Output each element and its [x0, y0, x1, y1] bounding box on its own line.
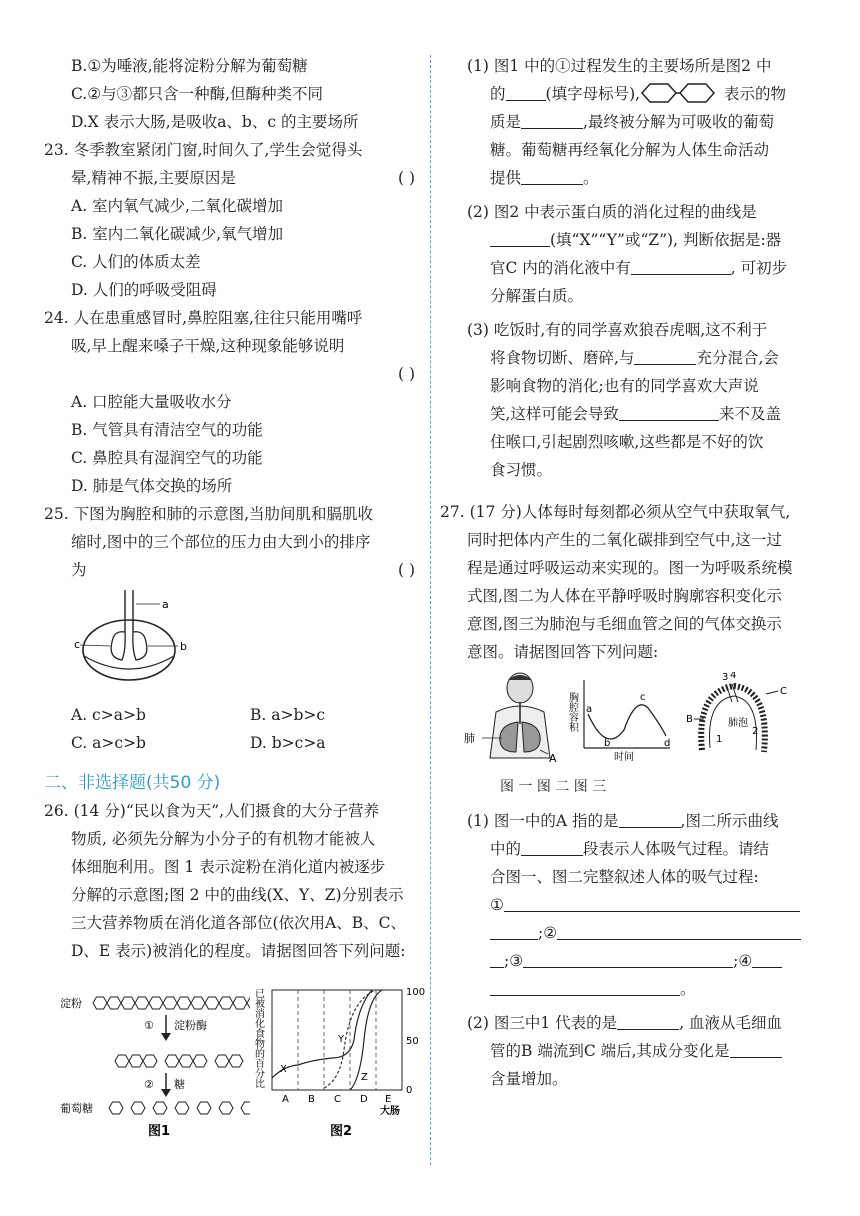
q27-stem: 程是通过呼吸运动来实现的。图一为呼吸系统模: [467, 559, 793, 577]
svg-text:B: B: [308, 1094, 315, 1105]
starch-label: 淀粉: [60, 997, 82, 1010]
hexagon-unit-icon: [233, 997, 247, 1009]
q26-3-line: 住喉口,引起剧烈咳嗽,这些都是不好的饮: [490, 433, 764, 451]
hexagon-unit-icon: [219, 1102, 233, 1114]
q26-2-line: (2) 图2 中表示蛋白质的消化过程的曲线是: [467, 203, 757, 221]
q26-2-line: 官C 内的消化液中有 , 可初步: [490, 259, 788, 277]
q27-1-line: 合图一、图二完整叙述人体的吸气过程:: [490, 868, 759, 886]
alveolus-label: 肺泡: [728, 718, 748, 729]
q24-stem-2: 吸,早上醒来嗓子干燥,这种现象能够说明: [71, 337, 345, 355]
svg-text:A: A: [282, 1094, 289, 1105]
hexagon-unit-icon: [121, 997, 135, 1009]
svg-text:时间: 时间: [614, 752, 634, 763]
q26-1-line: 质是 ,最终被分解为可吸收的葡萄: [490, 113, 774, 131]
digestion-curve-figure: [252, 980, 442, 1145]
respiration-figures: [464, 672, 824, 764]
q27-stem: 同时把体内产生的二氧化碳排到空气中,这一过: [467, 531, 782, 549]
fig2-caption: 图2: [330, 1124, 353, 1139]
respiratory-system-figure: [464, 673, 557, 764]
q26-3-line: (3) 吃饭时,有的同学喜欢狼吞虎咽,这不利于: [467, 321, 768, 339]
starch-digestion-figure: [60, 985, 250, 1140]
sugar-label: 糖: [174, 1078, 185, 1091]
svg-text:100: 100: [406, 987, 426, 998]
q25-option: D. b>c>a: [250, 734, 326, 752]
q25-stem-3: 为 ( ): [44, 556, 429, 584]
glucose-label: 葡萄糖: [60, 1102, 93, 1115]
svg-text:0: 0: [406, 1085, 413, 1096]
q26-stem: 三大营养物质在消化道各部位(依次用A、B、C、: [71, 914, 406, 932]
q24-option: A. 口腔能大量吸收水分: [71, 393, 232, 411]
hexagon-unit-icon: [177, 997, 191, 1009]
q23-option: B. 室内二氧化碳减少,氧气增加: [71, 225, 284, 243]
hexagon-unit-icon: [229, 1055, 243, 1067]
svg-text:b: b: [604, 738, 611, 749]
q26-stem: 26. (14 分)“民以食为天”,人们摄食的大分子营养: [44, 802, 380, 820]
svg-text:4: 4: [730, 672, 737, 681]
answer-blank[interactable]: [521, 112, 583, 129]
answer-blank[interactable]: [617, 1013, 679, 1030]
hexagon-unit-icon: [115, 1055, 129, 1067]
q27-1-line: 。: [440, 975, 825, 1003]
left-column: [44, 52, 429, 965]
q26-stem: D、E 表示)被消化的程度。请据图回答下列问题:: [71, 942, 406, 960]
hexagon-unit-icon: [107, 997, 121, 1009]
svg-text:D: D: [360, 1094, 368, 1105]
fig1-caption: 图1: [148, 1124, 171, 1139]
q25-options-row-2: [44, 729, 429, 757]
hexagon-unit-icon: [163, 997, 177, 1009]
answer-paren: ( ): [397, 561, 415, 579]
svg-text:②: ②: [144, 1078, 154, 1091]
q27-1-line: ;②: [440, 919, 825, 947]
q25-option: A. c>a>b: [71, 706, 146, 724]
q27-stem: 27. (17 分)人体每时每刻都必须从空气中获取氧气,: [440, 503, 791, 521]
hexagon-unit-icon: [197, 1102, 211, 1114]
svg-text:大肠: 大肠: [380, 1106, 400, 1117]
q27-1-line: 中的 段表示人体吸气过程。请结: [490, 840, 770, 858]
q23-option: A. 室内氧气减少,二氧化碳增加: [71, 197, 283, 215]
q24-option: B. 气管具有清洁空气的功能: [71, 421, 263, 439]
label-c: c: [74, 638, 81, 651]
q27-2-line: (2) 图三中1 代表的是 , 血液从毛细血: [467, 1014, 783, 1032]
q26-2-line: (填“X”“Y”或“Z”), 判断依据是:器: [440, 226, 825, 254]
curve-label-z: Z: [361, 1072, 368, 1083]
q25-stem-2: 缩时,图中的三个部位的压力由大到小的排序: [71, 533, 371, 551]
q27-1-line: (1) 图一中的A 指的是 ,图二所示曲线: [467, 812, 779, 830]
svg-text:3: 3: [722, 672, 729, 683]
hexagon-unit-icon: [165, 1055, 179, 1067]
q23-option: D. 人们的呼吸受阻碍: [71, 281, 217, 299]
label-b: b: [180, 640, 187, 653]
answer-blank[interactable]: [752, 951, 782, 968]
svg-text:C: C: [334, 1094, 341, 1105]
answer-paren: ( ): [397, 365, 415, 383]
answer-blank[interactable]: [490, 230, 550, 247]
hexagon-unit-icon: [131, 1102, 145, 1114]
q26-1-line: (1) 图1 中的①过程发生的主要场所是图2 中: [467, 57, 772, 75]
q27-stem: 式图,图二为人体在平静呼吸时胸廓容积变化示: [467, 587, 782, 605]
svg-text:E: E: [385, 1094, 392, 1105]
q23-stem: 23. 冬季教室紧闭门窗,时间久了,学生会觉得头: [44, 141, 363, 159]
q26-stem: 分解的示意图;图 2 中的曲线(X、Y、Z)分别表示: [71, 886, 404, 904]
svg-text:A: A: [549, 752, 557, 764]
hexagon-unit-icon: [205, 997, 219, 1009]
curve-label-x: X: [280, 1064, 287, 1075]
curve-x: [272, 990, 372, 1078]
lung-label: 肺: [464, 732, 475, 745]
thorax-lung-diagram: [74, 590, 194, 690]
svg-text:B: B: [686, 714, 693, 725]
svg-text:C: C: [780, 686, 787, 697]
q27-2-line: 含量增加。: [490, 1070, 568, 1088]
q27-1-line: ①: [440, 891, 825, 919]
thoracic-volume-figure: [567, 680, 671, 763]
svg-text:胸腔容积: 胸腔容积: [566, 692, 578, 732]
q24-stem: 24. 人在患重感冒时,鼻腔阻塞,往往只能用嘴呼: [44, 309, 363, 327]
q24-paren-line: [44, 360, 429, 388]
hexagon-unit-icon: [175, 1102, 189, 1114]
q23-stem-2: 晕,精神不振,主要原因是 ( ): [44, 164, 429, 192]
q22-option-d: D.X 表示大肠,是吸收a、b、c 的主要场所: [71, 113, 359, 131]
answer-blank[interactable]: [557, 923, 801, 940]
q25-options-row-1: [44, 701, 429, 729]
q26-1-line: 提供 。: [490, 169, 599, 187]
section-title: 二、非选择题(共50 分): [44, 773, 221, 793]
q24-option: D. 肺是气体交换的场所: [71, 477, 233, 495]
hexagon-unit-icon: [193, 1055, 207, 1067]
answer-blank[interactable]: [504, 895, 800, 912]
hexagon-unit-icon: [179, 1055, 193, 1067]
double-hexagon-icon: [640, 82, 724, 104]
answer-blank[interactable]: [521, 168, 583, 185]
hexagon-unit-icon: [191, 997, 205, 1009]
hexagon-unit-icon: [129, 1055, 143, 1067]
answer-blank[interactable]: [490, 923, 538, 940]
svg-text:①: ①: [144, 1019, 154, 1032]
q26-3-line: 食习惯。: [490, 461, 553, 479]
hexagon-unit-icon: [143, 1055, 157, 1067]
right-column: [440, 52, 825, 1093]
answer-blank[interactable]: [619, 404, 719, 421]
answer-blank[interactable]: [730, 1041, 782, 1058]
svg-text:2: 2: [752, 726, 759, 737]
answer-blank[interactable]: [631, 258, 731, 275]
q22-option-b: B.①为唾液,能将淀粉分解为葡萄糖: [71, 57, 308, 75]
fig2-ylabel: 已被消化食物的百分比: [252, 988, 264, 1088]
hexagon-unit-icon: [219, 997, 233, 1009]
q23-option: C. 人们的体质太差: [71, 253, 201, 271]
hexagon-unit-icon: [149, 997, 163, 1009]
q25-stem: 25. 下图为胸腔和肺的示意图,当肋间肌和膈肌收: [44, 505, 374, 523]
label-a: a: [162, 598, 169, 611]
alveolus-exchange-figure: [686, 672, 787, 752]
q27-1-line: ;③ ;④: [440, 947, 825, 975]
hexagon-unit-icon: [153, 1102, 167, 1114]
enzyme-label: 淀粉酶: [174, 1019, 207, 1032]
q26-1-line: 的 (填字母标号), 表示的物: [440, 80, 825, 108]
answer-paren: ( ): [397, 169, 415, 187]
q26-3-line: 将食物切断、磨碎,与 充分混合,会: [490, 349, 779, 367]
q26-2-line: 分解蛋白质。: [490, 287, 584, 305]
hexagon-unit-icon: [215, 1055, 229, 1067]
q26-stem: 体细胞利用。图 1 表示淀粉在消化道内被逐步: [71, 858, 386, 876]
hexagon-unit-icon: [247, 997, 250, 1009]
answer-blank[interactable]: [523, 951, 733, 968]
q27-fig-captions: 图 一 图 二 图 三: [500, 779, 607, 795]
hexagon-unit-icon: [109, 1102, 123, 1114]
answer-blank[interactable]: [490, 951, 504, 968]
answer-blank[interactable]: [490, 979, 680, 996]
svg-text:a: a: [586, 704, 593, 715]
answer-blank[interactable]: [634, 348, 696, 365]
hexagon-unit-icon: [241, 1102, 250, 1114]
q22-option-c: C.②与③都只含一种酶,但酶种类不同: [71, 85, 324, 103]
answer-blank[interactable]: [619, 811, 681, 828]
svg-text:50: 50: [406, 1036, 419, 1047]
q26-3-line: 笑,这样可能会导致 来不及盖: [490, 405, 781, 423]
q26-1-line: 糖。葡萄糖再经氧化分解为人体生命活动: [490, 141, 770, 159]
answer-blank[interactable]: [521, 839, 583, 856]
svg-text:d: d: [664, 738, 671, 749]
q25-option: C. a>c>b: [71, 734, 146, 752]
curve-label-y: Y: [338, 1034, 345, 1045]
q26-3-line: 影响食物的消化;也有的同学喜欢大声说: [490, 377, 759, 395]
q25-option: B. a>b>c: [250, 706, 326, 724]
q26-stem: 物质, 必须先分解为小分子的有机物才能被人: [71, 830, 376, 848]
svg-text:c: c: [640, 692, 646, 703]
hexagon-unit-icon: [93, 997, 107, 1009]
answer-blank[interactable]: [506, 84, 546, 101]
q27-stem: 意图,图三为肺泡与毛细血管之间的气体交换示: [467, 615, 782, 633]
svg-text:1: 1: [716, 734, 723, 745]
hexagon-unit-icon: [135, 997, 149, 1009]
q27-stem: 意图。请据图回答下列问题:: [467, 643, 659, 661]
q27-2-line: 管的B 端流到C 端后,其成分变化是: [440, 1037, 825, 1065]
q24-option: C. 鼻腔具有湿润空气的功能: [71, 449, 263, 467]
